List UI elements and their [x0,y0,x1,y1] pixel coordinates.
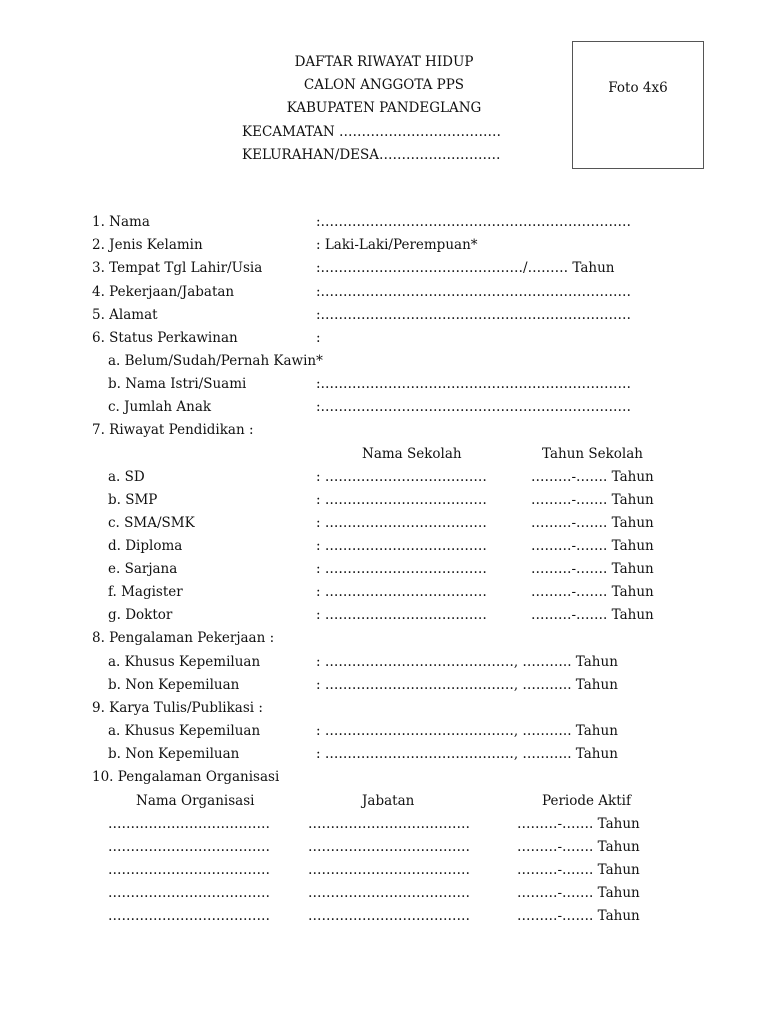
school-blank[interactable]: : ……………………………… [316,469,487,485]
education-level: d. Diploma [108,538,183,554]
field-label: 6. Status Perkawinan [92,330,238,346]
education-heading: 7. Riwayat Pendidikan : [92,422,254,438]
year-blank[interactable]: ………-……. Tahun [531,515,654,531]
field-value[interactable]: :…………………………………………………………… [316,307,632,323]
school-blank[interactable]: : ……………………………… [316,538,487,554]
organization-row [0,885,768,907]
field-value[interactable]: :………………………………………/……… Tahun [316,260,615,276]
field-row [0,307,768,329]
organization-row [0,862,768,884]
org-period-blank[interactable]: ………-……. Tahun [517,885,640,901]
kecamatan-line: KECAMATAN ……………………………… [242,124,501,140]
work-row [0,654,768,676]
title-line-1: DAFTAR RIWAYAT HIDUP [294,54,474,70]
org-position-blank[interactable]: ……………………………… [308,816,470,832]
field-label: 5. Alamat [92,307,158,323]
col-period-header: Periode Aktif [542,793,631,809]
col-school-header: Nama Sekolah [362,446,462,462]
year-blank[interactable]: ………-……. Tahun [531,469,654,485]
col-position-header: Jabatan [362,793,415,809]
field-value[interactable]: :…………………………………………………………… [316,399,632,415]
field-label[interactable]: a. Belum/Sudah/Pernah Kawin* [108,353,323,369]
field-row [0,260,768,282]
organization-row [0,816,768,838]
org-period-blank[interactable]: ………-……. Tahun [517,839,640,855]
field-label: 1. Nama [92,214,150,230]
publication-row [0,746,768,768]
education-row [0,561,768,583]
col-org-name-header: Nama Organisasi [136,793,255,809]
publication-label: b. Non Kepemiluan [108,746,240,762]
organization-column-headers [0,793,768,815]
org-position-blank[interactable]: ……………………………… [308,885,470,901]
section-heading [0,630,768,652]
field-label: 3. Tempat Tgl Lahir/Usia [92,260,263,276]
year-blank[interactable]: ………-……. Tahun [531,584,654,600]
section-heading [0,769,768,791]
field-value[interactable]: :…………………………………………………………… [316,284,632,300]
field-row [0,353,768,375]
title-line-2: CALON ANGGOTA PPS [303,77,465,93]
year-blank[interactable]: ………-……. Tahun [531,492,654,508]
field-value[interactable]: : Laki-Laki/Perempuan* [316,237,478,253]
field-label: b. Nama Istri/Suami [108,376,247,392]
org-period-blank[interactable]: ………-……. Tahun [517,816,640,832]
year-blank[interactable]: ………-……. Tahun [531,607,654,623]
publication-value[interactable]: : ……………………………………, ……….. Tahun [316,723,618,739]
school-blank[interactable]: : ……………………………… [316,492,487,508]
org-name-blank[interactable]: ……………………………… [108,816,270,832]
education-level: a. SD [108,469,145,485]
work-value[interactable]: : ……………………………………, ……….. Tahun [316,654,618,670]
field-row [0,376,768,398]
school-blank[interactable]: : ……………………………… [316,515,487,531]
publication-label: a. Khusus Kepemiluan [108,723,261,739]
work-value[interactable]: : ……………………………………, ……….. Tahun [316,677,618,693]
org-name-blank[interactable]: ……………………………… [108,839,270,855]
organization-heading: 10. Pengalaman Organisasi [92,769,280,785]
org-position-blank[interactable]: ……………………………… [308,839,470,855]
section-heading [0,700,768,722]
work-row [0,677,768,699]
org-period-blank[interactable]: ………-……. Tahun [517,862,640,878]
org-name-blank[interactable]: ……………………………… [108,862,270,878]
education-level: f. Magister [108,584,183,600]
education-row [0,492,768,514]
field-value[interactable]: :…………………………………………………………… [316,214,632,230]
field-label: 2. Jenis Kelamin [92,237,203,253]
publications-heading: 9. Karya Tulis/Publikasi : [92,700,263,716]
year-blank[interactable]: ………-……. Tahun [531,538,654,554]
education-level: c. SMA/SMK [108,515,195,531]
field-label: 4. Pekerjaan/Jabatan [92,284,235,300]
organization-row [0,908,768,930]
photo-label: Foto 4x6 [608,80,668,96]
education-level: b. SMP [108,492,158,508]
section-heading [0,422,768,444]
work-label: a. Khusus Kepemiluan [108,654,261,670]
organization-row [0,839,768,861]
field-value: : [316,330,321,346]
work-heading: 8. Pengalaman Pekerjaan : [92,630,275,646]
field-row [0,237,768,259]
education-row [0,515,768,537]
year-blank[interactable]: ………-……. Tahun [531,561,654,577]
org-position-blank[interactable]: ……………………………… [308,908,470,924]
publication-row [0,723,768,745]
work-label: b. Non Kepemiluan [108,677,240,693]
field-value[interactable]: :…………………………………………………………… [316,376,632,392]
org-period-blank[interactable]: ………-……. Tahun [517,908,640,924]
education-level: e. Sarjana [108,561,178,577]
field-label: c. Jumlah Anak [108,399,212,415]
org-position-blank[interactable]: ……………………………… [308,862,470,878]
org-name-blank[interactable]: ……………………………… [108,908,270,924]
education-level: g. Doktor [108,607,173,623]
school-blank[interactable]: : ……………………………… [316,561,487,577]
field-row [0,284,768,306]
education-row [0,469,768,491]
org-name-blank[interactable]: ……………………………… [108,885,270,901]
field-row [0,399,768,421]
publication-value[interactable]: : ……………………………………, ……….. Tahun [316,746,618,762]
education-column-headers [0,446,768,468]
education-row [0,584,768,606]
school-blank[interactable]: : ……………………………… [316,584,487,600]
photo-box [572,41,704,169]
col-year-header: Tahun Sekolah [542,446,643,462]
education-row [0,538,768,560]
school-blank[interactable]: : ……………………………… [316,607,487,623]
title-line-3: KABUPATEN PANDEGLANG [286,100,482,116]
field-row [0,214,768,236]
kelurahan-line: KELURAHAN/DESA……………………… [242,147,501,163]
field-row [0,330,768,352]
education-row [0,607,768,629]
